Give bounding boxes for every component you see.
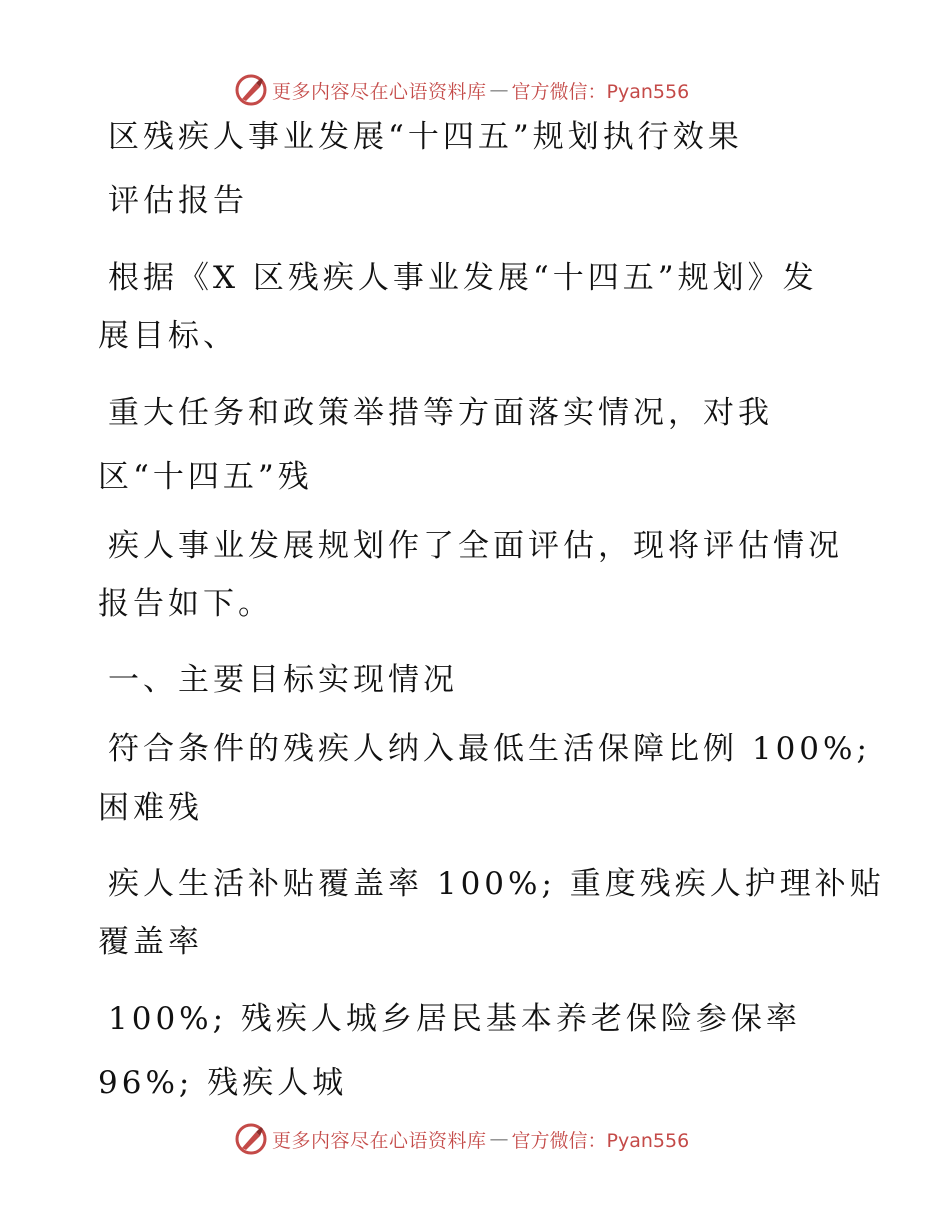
header-watermark: [234, 73, 689, 107]
paragraph-1-line-1: 根据《X 区残疾人事业发展“十四五”规划》发: [108, 260, 818, 296]
document-title-line-2: 评估报告: [108, 183, 248, 219]
paragraph-5-line-2: 覆盖率: [98, 924, 203, 960]
section-heading: 一、主要目标实现情况: [108, 662, 458, 698]
document-body: [98, 118, 885, 1102]
paragraph-1-line-2: 展目标、: [98, 318, 238, 354]
paragraph-5-line-1: 疾人生活补贴覆盖率 100%; 重度残疾人护理补贴: [108, 866, 885, 902]
paragraph-2-line-2: 区“十四五”残: [98, 459, 313, 495]
document-title-line-1: 区残疾人事业发展“十四五”规划执行效果: [108, 119, 743, 155]
paragraph-4-line-1: 符合条件的残疾人纳入最低生活保障比例 100%;: [108, 731, 871, 767]
paragraph-3-line-1: 疾人事业发展规划作了全面评估，现将评估情况: [108, 528, 843, 564]
watermark-dash: —: [489, 1128, 509, 1150]
paragraph-6-line-1: 100%; 残疾人城乡居民基本养老保险参保率: [108, 1001, 801, 1037]
watermark-dash: —: [489, 79, 509, 101]
pen-logo-icon: [234, 73, 268, 107]
paragraph-4-line-2: 困难残: [98, 790, 203, 826]
paragraph-6-line-2: 96%; 残疾人城: [98, 1065, 348, 1101]
paragraph-3-line-2: 报告如下。: [98, 586, 273, 622]
footer-watermark: [234, 1122, 689, 1156]
watermark-text: 更多内容尽在心语资料库: [272, 1129, 487, 1152]
watermark-text: 更多内容尽在心语资料库: [272, 80, 487, 103]
watermark-suffix: 官方微信：Pyan556: [511, 1129, 690, 1152]
watermark-suffix: 官方微信：Pyan556: [511, 80, 690, 103]
paragraph-2-line-1: 重大任务和政策举措等方面落实情况，对我: [108, 395, 773, 431]
pen-logo-icon: [234, 1122, 268, 1156]
